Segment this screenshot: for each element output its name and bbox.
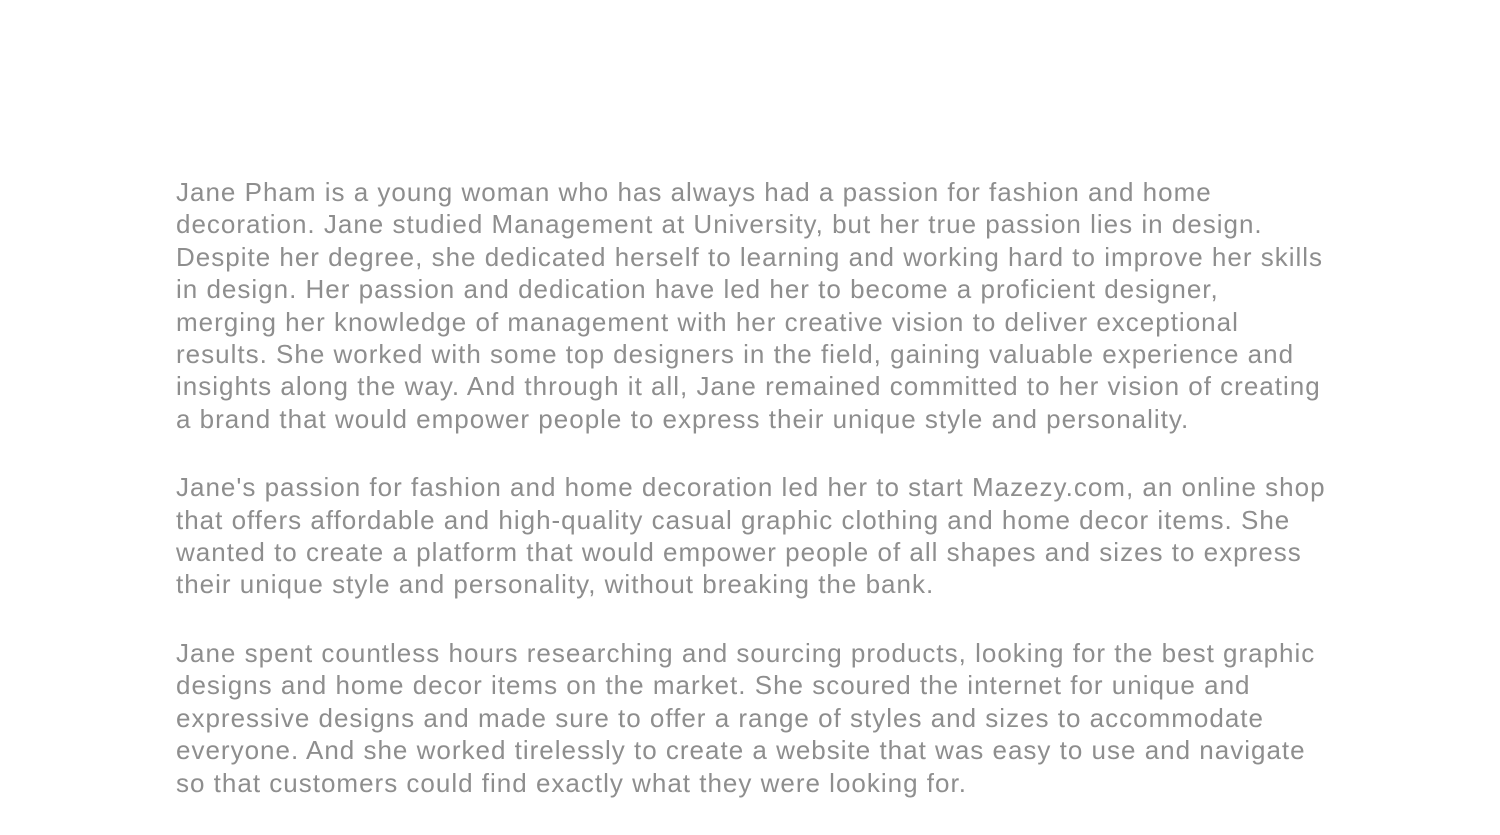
article-text (176, 176, 1326, 835)
paragraph-product-sourcing: Jane spent countless hours researching and sourcing products, looking for the best graphic designs and home decor items on the market. She scoured the internet for unique and expressive designs and made sure to offer a range of styles and sizes to accommodate everyone. And she worked tirelessly to create a website that was easy to use and navigate so that customers could find exactly what they were looking for. (176, 637, 1316, 798)
paragraph-mazezy-launch: Jane's passion for fashion and home decoration led her to start Mazezy.com, an online shop that offers affordable and high-quality casual graphic clothing and home decor items. She wanted to create a platform that would empower people of all shapes and sizes to express their unique style and personality, without breaking the bank. (176, 472, 1326, 600)
paragraph-founder-bio: Jane Pham is a young woman who has always had a passion for fashion and home decoration. Jane studied Management at University, but her true passion lies in design. Despite her degree, she dedicated herself to learning and working hard to improve her skills in design. Her passion and dedication have led her to become a proficient designer, merging her knowledge of management with her creative vision to deliver exceptional results. She worked with some top designers in the field, gaining valuable experience and insights along the way. And through it all, Jane remained committed to her vision of creating a brand that would empower people to express their unique style and personality. (176, 177, 1324, 434)
